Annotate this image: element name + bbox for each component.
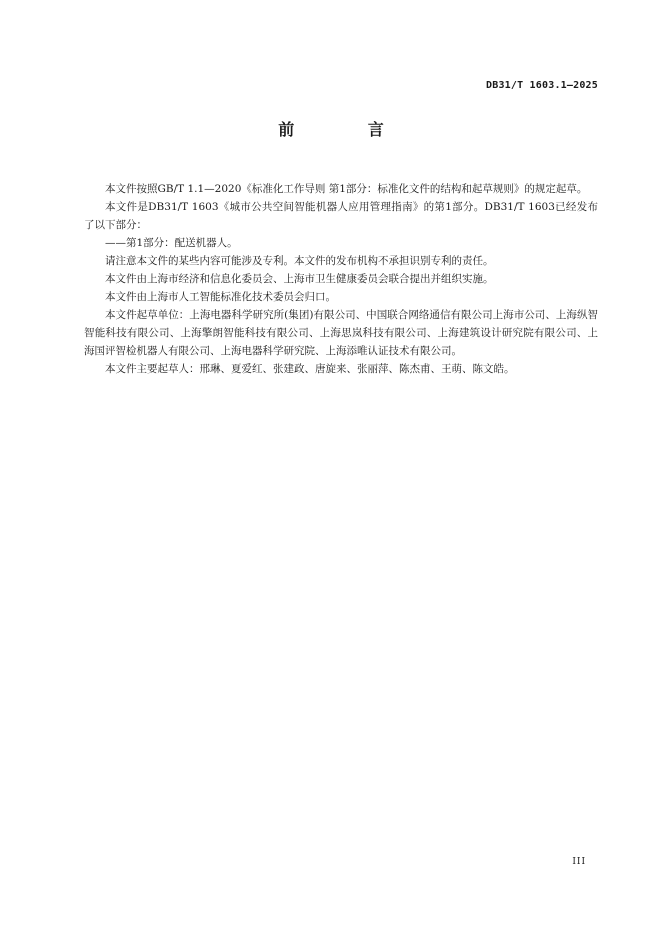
page-title: 前 言 — [278, 120, 418, 139]
paragraph-drafters: 本文件主要起草人：邢琳、夏爱红、张建政、唐旋来、张丽萍、陈杰甫、王萌、陈文皓。 — [105, 363, 515, 375]
paragraph-drafting-units: 本文件起草单位：上海电器科学研究所(集团)有限公司、中国联合网络通信有限公司上海市公司、上海纵智智能科技有限公司、上海擎朗智能科技有限公司、上海思岚科技有限公司、上海建筑设计研究院有限公司、上海国评智检机器人有限公司、上海电器科学研究院、上海添唯认证技术有限公司。 — [84, 309, 598, 357]
paragraph-proposer: 本文件由上海市经济和信息化委员会、上海市卫生健康委员会联合提出并组织实施。 — [105, 273, 494, 285]
standard-number: DB31/T 1603.1—2025 — [486, 80, 598, 91]
paragraph-patent-notice: 请注意本文件的某些内容可能涉及专利。本文件的发布机构不承担识别专利的责任。 — [105, 255, 494, 267]
foreword-body — [84, 180, 598, 378]
paragraph-drafting-rules: 本文件按照GB/T 1.1—2020《标准化工作导则 第1部分：标准化文件的结构和起草规则》的规定起草。 — [105, 183, 588, 195]
page-number: III — [572, 857, 586, 867]
paragraph-committee: 本文件由上海市人工智能标准化技术委员会归口。 — [105, 291, 336, 303]
paragraph-part-list: ——第1部分：配送机器人。 — [105, 237, 238, 249]
paragraph-series-intro: 本文件是DB31/T 1603《城市公共空间智能机器人应用管理指南》的第1部分。DB31/T 1603已经发布了以下部分： — [84, 201, 598, 231]
